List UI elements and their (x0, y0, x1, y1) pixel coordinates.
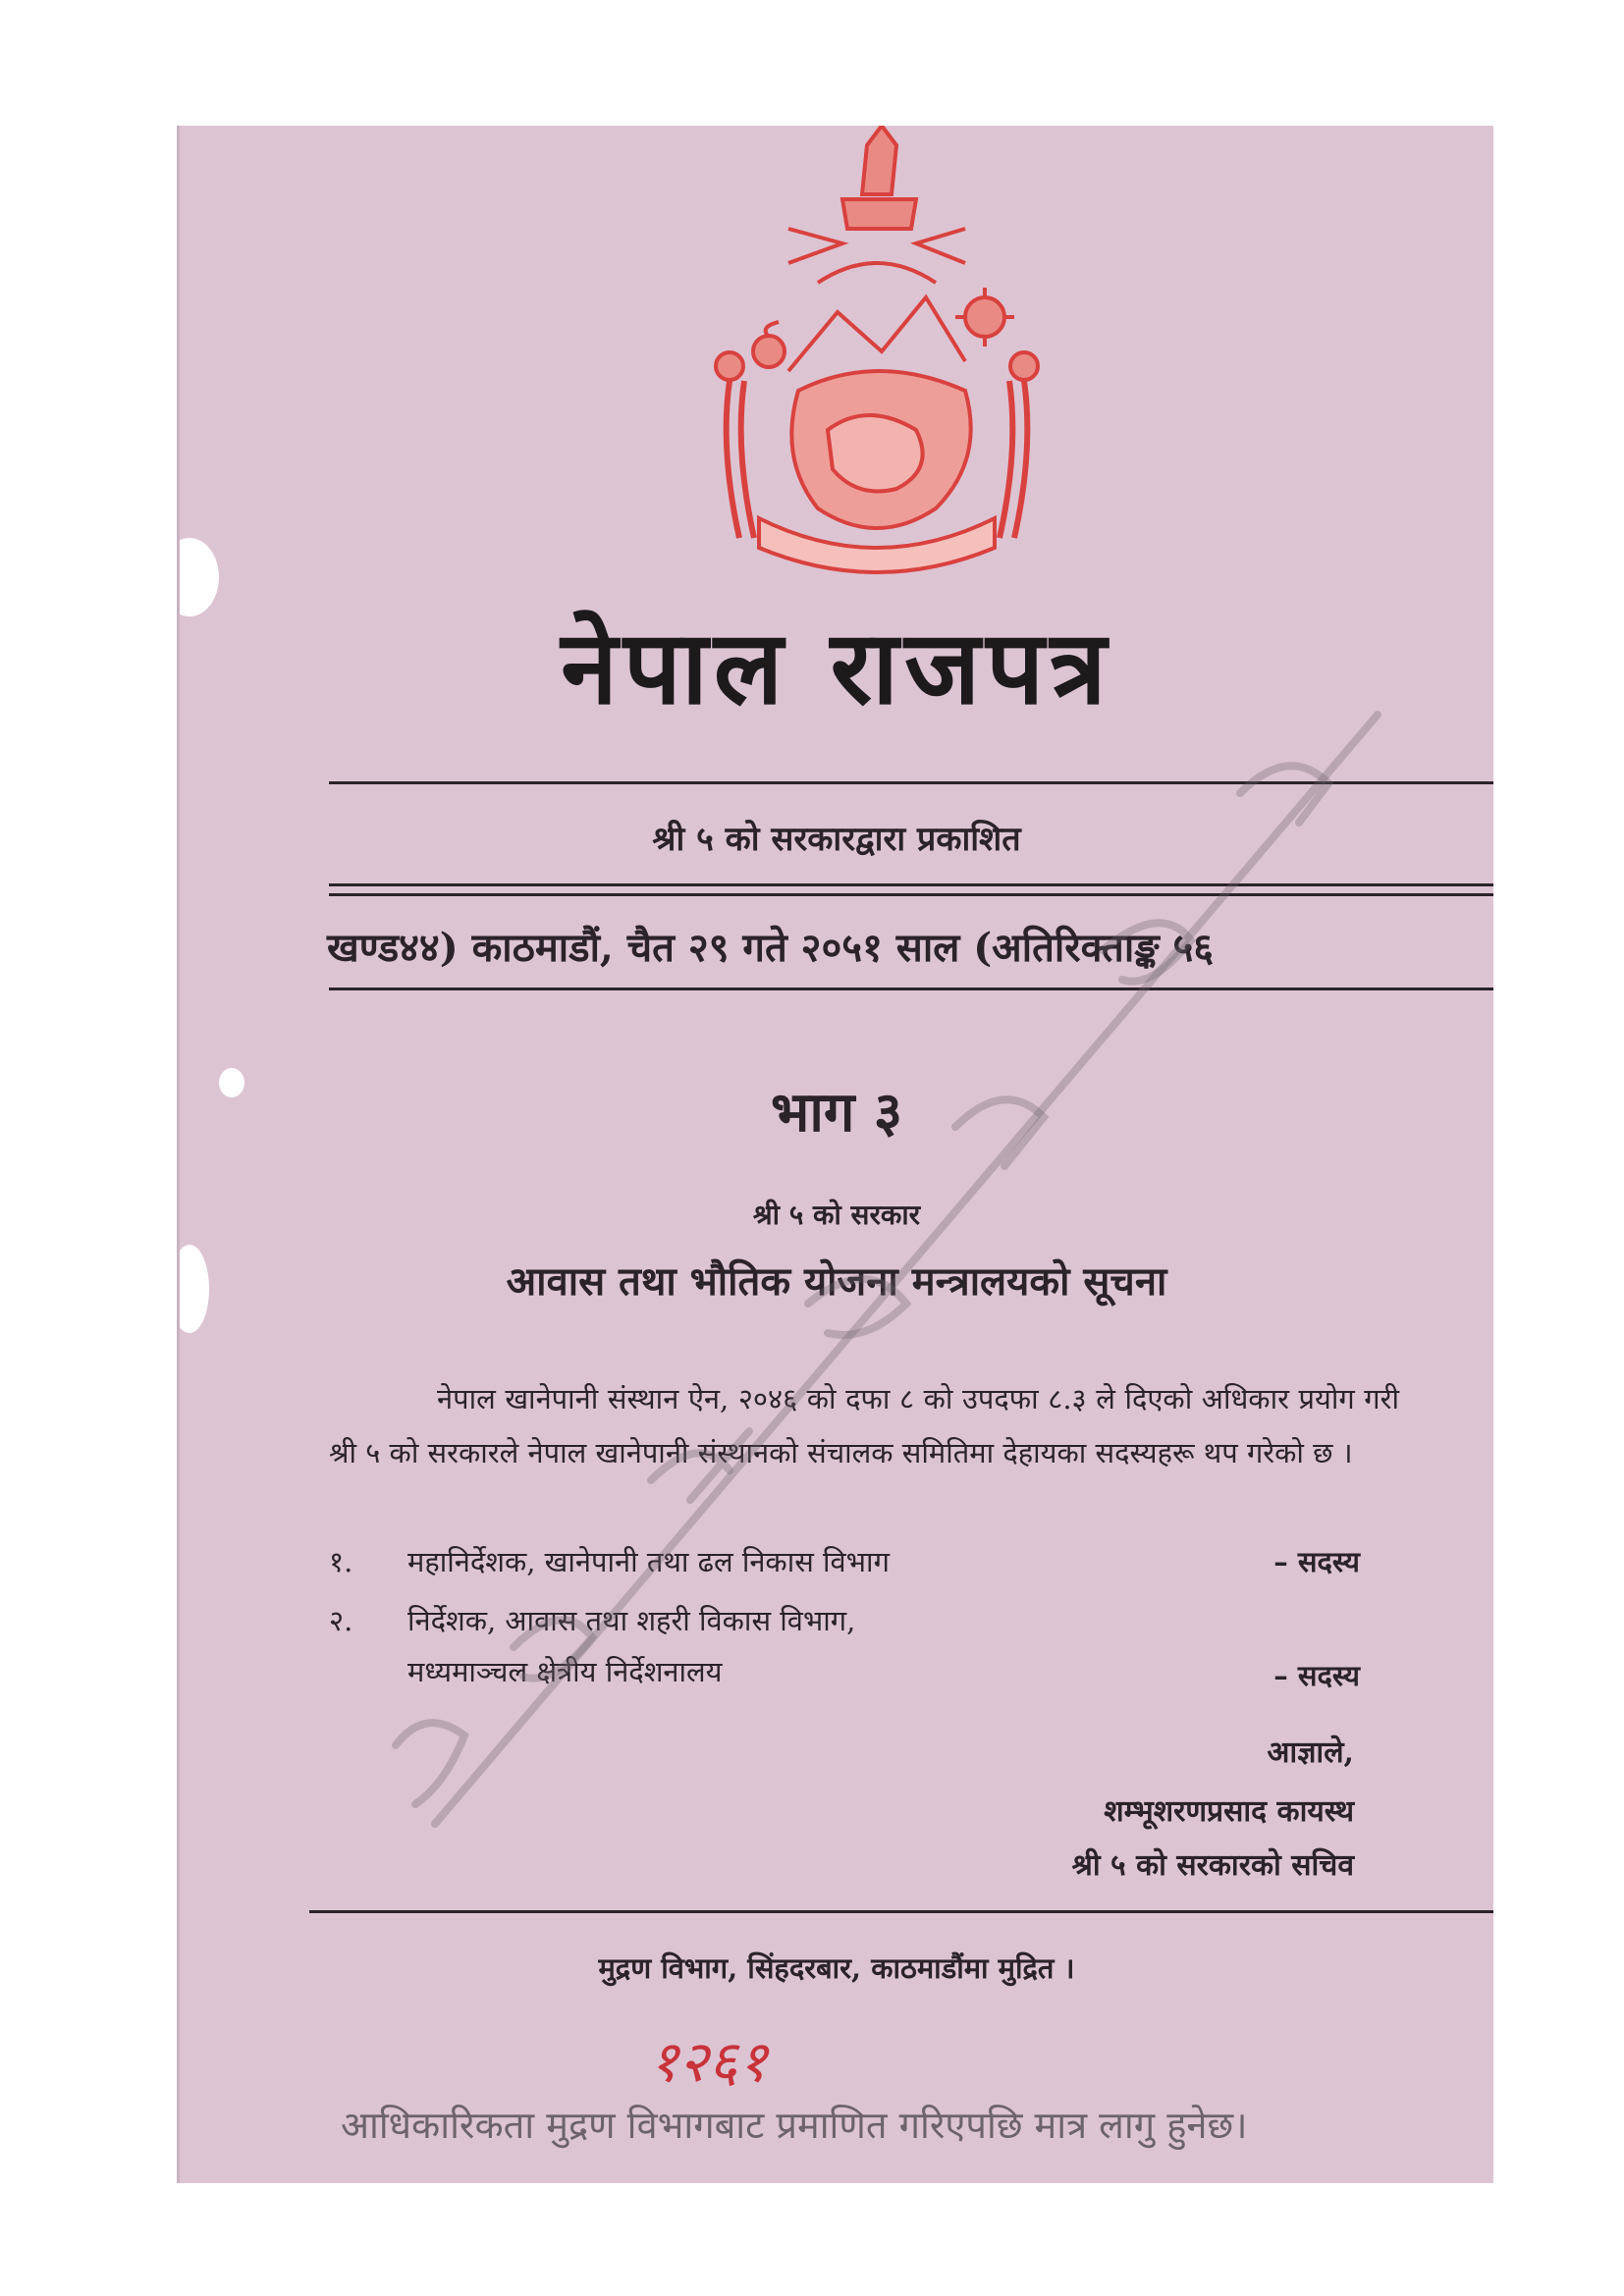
member-role: – सदस्य (1273, 1659, 1360, 1692)
government-heading: श्री ५ को सरकार (752, 1199, 921, 1231)
signatory-name: शम्भूशरणप्रसाद कायस्थ (1104, 1794, 1354, 1829)
notice-paragraph-text: नेपाल खानेपानी संस्थान ऐन, २०४६ को दफा ८ को उपदफा ८.३ ले दिएको अधिकार प्रयोग गरी श्री ५ को सरकारले नेपाल खानेपानी संस्थानको संचालक समितिमा देहायका सदस्यहरू थप गरेको छ । (329, 1382, 1399, 1469)
gazette-page (177, 126, 1493, 2183)
part-title: भाग ३ (770, 1080, 903, 1145)
gazette-masthead: नेपाल राजपत्र (561, 608, 1112, 727)
publisher-line: श्री ५ को सरकारद्वारा प्रकाशित (652, 820, 1021, 859)
national-emblem-icon (671, 126, 1083, 587)
handwritten-serial-number: १२६१ (649, 2028, 768, 2095)
authenticity-note: आधिकारिकता मुद्रण विभागबाट प्रमाणित गरिएपछि मात्र लागु हुनेछ। (341, 2104, 1248, 2147)
member-number: १. (329, 1545, 353, 1578)
member-role: – सदस्य (1273, 1545, 1360, 1578)
member-number: २. (329, 1604, 353, 1637)
member-title: महानिर्देशक, खानेपानी तथा ढल निकास विभाग (407, 1545, 890, 1578)
divider (309, 1910, 1493, 1913)
signatory-designation: श्री ५ को सरकारको सचिव (1071, 1848, 1354, 1883)
printer-footer: मुद्रण विभाग, सिंहदरबार, काठमाडौंमा मुद्रित । (598, 1951, 1075, 1985)
member-title-line2: मध्यमाञ्चल क्षेत्रीय निर्देशनालय (407, 1655, 723, 1688)
diagonal-stamp-watermark (356, 616, 1436, 1893)
issue-line: खण्ड४४) काठमाडौं, चैत २९ गते २०५१ साल (अतिरिक्ताङ्क ५६ (327, 925, 1215, 971)
by-order-text: आज्ञाले, (1267, 1735, 1354, 1770)
member-title: निर्देशक, आवास तथा शहरी विकास विभाग, (407, 1604, 856, 1637)
ministry-notice-heading: आवास तथा भौतिक योजना मन्त्रालयको सूचना (506, 1258, 1167, 1305)
